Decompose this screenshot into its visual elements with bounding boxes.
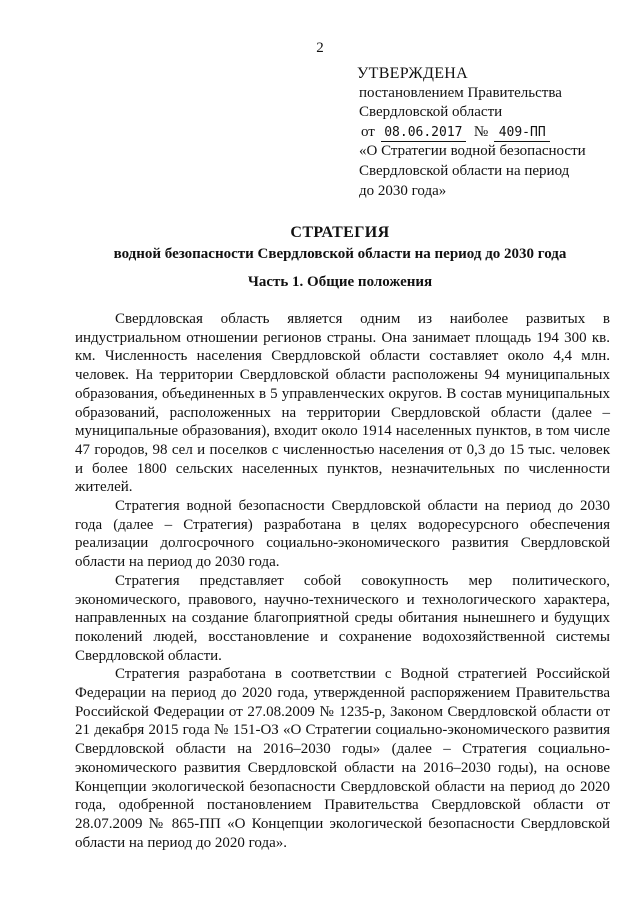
- approval-line-2: Свердловской области: [359, 104, 503, 121]
- document-title: СТРАТЕГИЯ: [290, 224, 390, 241]
- approval-date-number-line: [357, 123, 627, 143]
- page-number: 2: [316, 40, 324, 56]
- date-prefix: от: [361, 123, 375, 140]
- approval-number: 409-ПП: [494, 124, 550, 142]
- body-text: [75, 310, 610, 852]
- paragraph-4: Стратегия разработана в соответствии с Водной стратегией Российской Федерации на период до 2020 года, утвержденной распоряжением Правительства Российской Федерации от 27.08.2009 № 1235-р, Законом Свердловской области от 21 декабря 2015 года № 151-ОЗ «О Стратегии социально-экономического развития Свердловской области на 2016–2030 годы» (далее – Стратегия социально-экономического развития Свердловской области на 2016–2030 годы), на основе Концепции экологической безопасности Свердловской области на период до 2020 года, одобренной постановлением Правительства Свердловской области от 28.07.2009 № 865-ПП «О Концепции экологической безопасности Свердловской области на период до 2020 года».: [75, 666, 610, 851]
- approval-title-line-2: Свердловской области на период: [359, 162, 570, 179]
- part-heading: Часть 1. Общие положения: [247, 274, 433, 290]
- document-title-block: [60, 223, 620, 264]
- approval-stamp: [357, 64, 627, 201]
- paragraph-1: Свердловская область является одним из наиболее развитых в индустриальном отношении регионов страны. Она занимает площадь 194 300 кв. км. Численность населения Свердловской области составляет около 4,4 млн. человек. На территории Свердловской области расположены 94 муниципальных образования, объединенных в 5 управленческих округов. В состав муниципальных образований, расположенных на территории Свердловской области (далее – муниципальные образования), входит около 1914 населенных пунктов, в том числе 47 городов, 98 сел и поселков с численностью населения от 0,3 до 15 тыс. человек и более 1800 сельских населенных пунктов, незначительных по численности жителей.: [75, 311, 610, 496]
- approval-line-1: постановлением Правительства: [359, 84, 562, 101]
- approval-title-line-3: до 2030 года»: [359, 182, 447, 199]
- document-subtitle: водной безопасности Свердловской области на период до 2030 года: [113, 246, 567, 262]
- paragraph-3: Стратегия представляет собой совокупность мер политического, экономического, правового, научно-технического и технологического характера, направленных на создание благоприятной среды обитания нынешнего и будущих поколений людей, восстановление и сохранение водохозяйственной системы Свердловской области.: [75, 572, 610, 664]
- approved-word: УТВЕРЖДЕНА: [357, 65, 469, 82]
- paragraph-2: Стратегия водной безопасности Свердловской области на период до 2030 года (далее – Стратегия) разработана в целях водоресурсного обеспечения реализации долгосрочного социально-экономического развития Свердловской области на период до 2030 года.: [75, 498, 610, 571]
- approval-title-line-1: «О Стратегии водной безопасности: [359, 143, 586, 160]
- number-prefix: №: [473, 123, 489, 140]
- approval-date: 08.06.2017: [381, 124, 466, 142]
